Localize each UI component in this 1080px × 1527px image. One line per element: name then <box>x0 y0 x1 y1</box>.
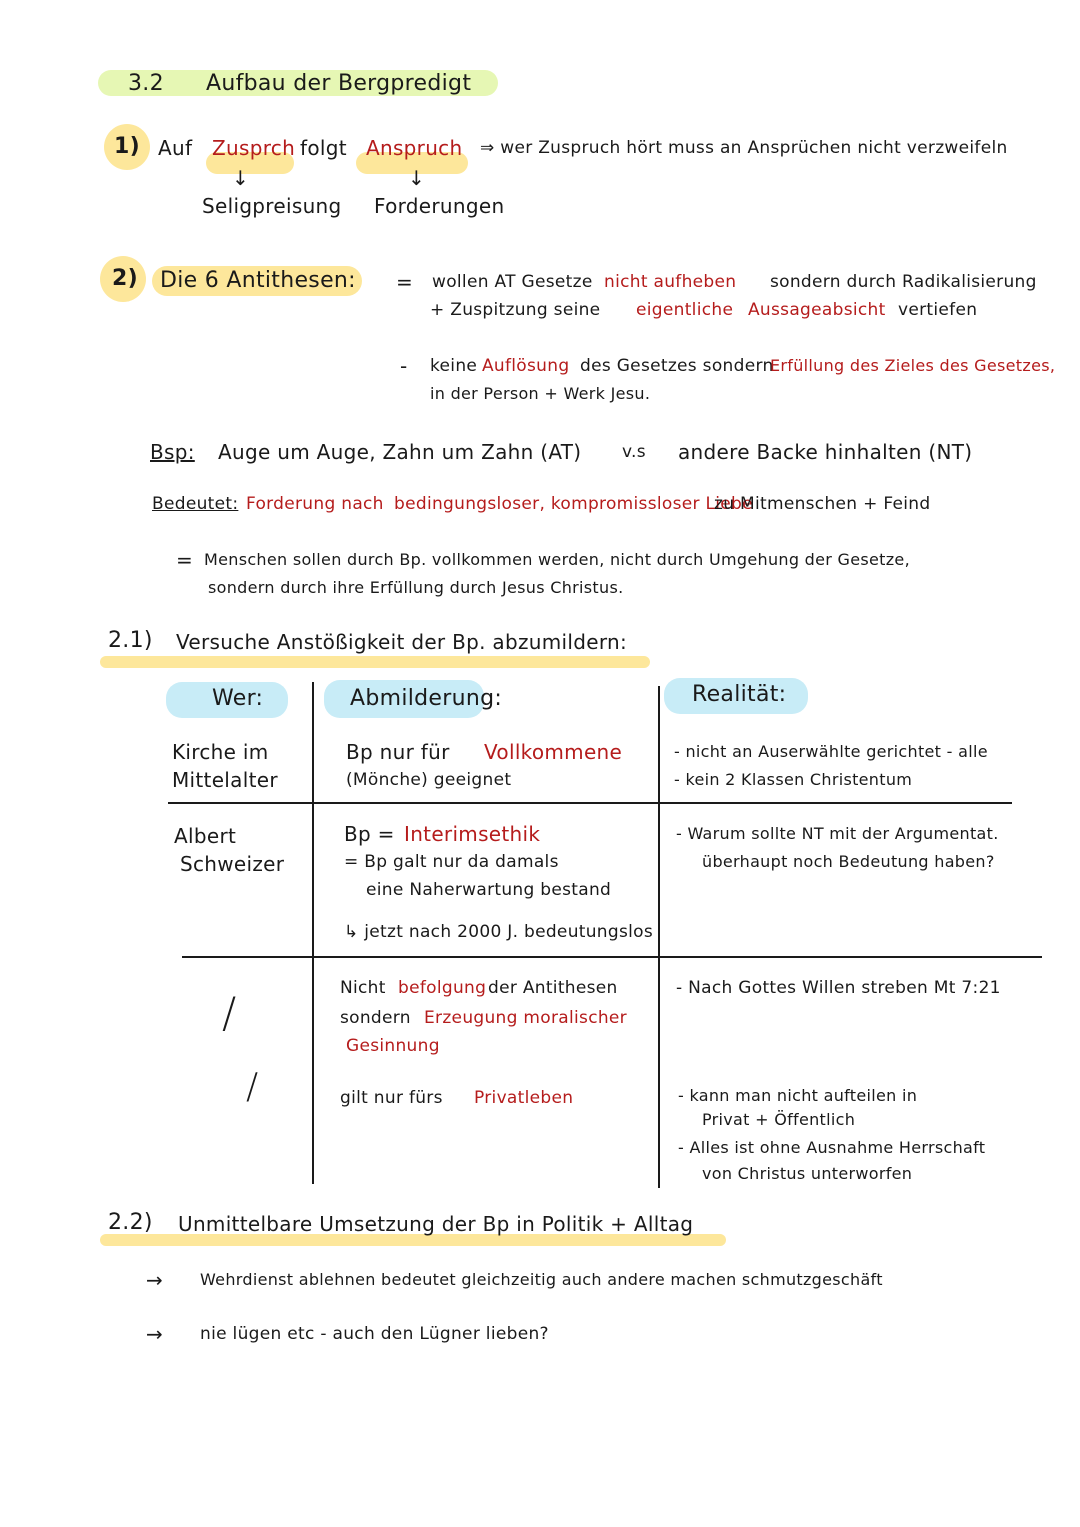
r4-abm-b: Privatleben <box>474 1088 574 1108</box>
point2-eq: = <box>396 270 414 294</box>
table-hline-2 <box>182 956 1042 958</box>
r2-abm2: = Bp galt nur da damals <box>344 852 559 872</box>
r1-real2: - kein 2 Klassen Christentum <box>674 770 913 789</box>
r3-abm1a: Nicht <box>340 978 386 998</box>
point2-l2d: vertiefen <box>898 300 978 320</box>
table-h-abm: Abmilderung: <box>350 686 503 711</box>
r4-real3: - Alles ist ohne Ausnahme Herrschaft <box>678 1138 986 1157</box>
bedeutet-c: zu Mitmenschen + Feind <box>714 494 931 514</box>
point1-auf: Auf <box>158 136 193 160</box>
point1-sub-left: Seligpreisung <box>202 194 342 218</box>
bedeutet-a: Forderung nach <box>246 494 384 514</box>
bsp-text: Auge um Auge, Zahn um Zahn (AT) <box>218 440 582 464</box>
point2-l4: in der Person + Werk Jesu. <box>430 384 651 403</box>
r2-abm4: ↳ jetzt nach 2000 J. bedeutungslos <box>344 922 654 942</box>
r2-real1: - Warum sollte NT mit der Argumentat. <box>676 824 999 843</box>
r1-wer2: Mittelalter <box>172 768 278 792</box>
point1-zuspruch: Zusprch <box>212 136 296 160</box>
s22-title: Unmittelbare Umsetzung der Bp in Politik + Alltag <box>178 1212 694 1236</box>
table-vline-right <box>658 686 660 1188</box>
point1-anspruch: Anspruch <box>366 136 463 160</box>
r4-abm-a: gilt nur fürs <box>340 1088 443 1108</box>
r2-abm1b: Interimsethik <box>404 822 541 846</box>
r1-wer1: Kirche im <box>172 740 269 764</box>
point2-dash: - <box>400 354 408 378</box>
heading-num: 3.2 <box>128 71 164 96</box>
point2-l2b: eigentliche <box>636 300 734 320</box>
arrow-text-1: Wehrdienst ablehnen bedeutet gleichzeitig auch andere machen schmutzgeschäft <box>200 1270 883 1289</box>
table-h-real: Realität: <box>692 682 787 707</box>
point1-num: 1) <box>114 134 140 159</box>
point2-l3b: Auflösung <box>482 356 570 376</box>
point1-sub-right: Forderungen <box>374 194 505 218</box>
r2-wer1: Albert <box>174 824 237 848</box>
r3-abm1b: befolgung <box>398 978 487 998</box>
bedeutet-label: Bedeutet: <box>152 494 239 514</box>
s21-title: Versuche Anstößigkeit der Bp. abzumildern: <box>176 630 628 654</box>
point2-l3a: keine <box>430 356 478 376</box>
bsp-text2: andere Backe hinhalten (NT) <box>678 440 973 464</box>
point2-l1b: nicht aufheben <box>604 272 737 292</box>
point2-l1a: wollen AT Gesetze <box>432 272 593 292</box>
point2-l1c: sondern durch Radikalisierung <box>770 272 1037 292</box>
r1-abm1b: Vollkommene <box>484 740 623 764</box>
r4-real4: von Christus unterworfen <box>702 1164 913 1183</box>
r2-real2: überhaupt noch Bedeutung haben? <box>702 852 995 871</box>
point2-l3c: des Gesetzes sondern <box>580 356 774 376</box>
menschen-l2: sondern durch ihre Erfüllung durch Jesus Christus. <box>208 578 624 597</box>
r3-real: - Nach Gottes Willen streben Mt 7:21 <box>676 978 1001 998</box>
bsp-vs: v.s <box>622 442 646 462</box>
bedeutet-b: bedingungsloser, kompromissloser Liebe <box>394 494 753 514</box>
s21-underline <box>100 656 650 668</box>
table-h-wer: Wer: <box>212 686 264 711</box>
s22-num: 2.2) <box>108 1210 153 1235</box>
point1-arrow-right: ↓ <box>408 166 426 190</box>
point1-arrow-left: ↓ <box>232 166 250 190</box>
r3-abm1c: der Antithesen <box>488 978 618 998</box>
r1-abm2: (Mönche) geeignet <box>346 770 512 790</box>
r4-real1: - kann man nicht aufteilen in <box>678 1086 918 1105</box>
r1-real1: - nicht an Auserwählte gerichtet - alle <box>674 742 988 761</box>
point2-num: 2) <box>112 266 138 291</box>
table-hline-1 <box>168 802 1012 804</box>
table-vline-left <box>312 682 314 1184</box>
menschen-eq: = <box>176 548 194 572</box>
r3-abm3: Gesinnung <box>346 1036 440 1056</box>
point1-rest: ⇒ wer Zuspruch hört muss an Ansprüchen nicht verzweifeln <box>480 138 1008 158</box>
arrow-text-2: nie lügen etc - auch den Lügner lieben? <box>200 1324 549 1344</box>
point2-l2a: + Zuspitzung seine <box>430 300 601 320</box>
point2-l2c: Aussageabsicht <box>748 300 886 320</box>
r2-abm3: eine Naherwartung bestand <box>366 880 612 900</box>
r3-abm2a: sondern <box>340 1008 411 1028</box>
arrow-icon: → <box>146 1322 164 1346</box>
point1-folgt: folgt <box>300 136 347 160</box>
arrow-icon: → <box>146 1268 164 1292</box>
point2-l3d: Erfüllung des Zieles des Gesetzes, <box>770 356 1056 375</box>
heading-title: Aufbau der Bergpredigt <box>206 71 472 96</box>
r3-slash: / <box>222 988 237 1037</box>
bsp-label: Bsp: <box>150 440 195 464</box>
r4-real2: Privat + Öffentlich <box>702 1110 856 1129</box>
r3-abm2b: Erzeugung moralischer <box>424 1008 627 1028</box>
r2-abm1a: Bp = <box>344 822 395 846</box>
point2-title: Die 6 Antithesen: <box>160 268 356 293</box>
r2-wer2: Schweizer <box>180 852 285 876</box>
r4-slash: / <box>246 1066 259 1107</box>
r1-abm1a: Bp nur für <box>346 740 450 764</box>
menschen-l1: Menschen sollen durch Bp. vollkommen werden, nicht durch Umgehung der Gesetze, <box>204 550 910 569</box>
s21-num: 2.1) <box>108 628 153 653</box>
